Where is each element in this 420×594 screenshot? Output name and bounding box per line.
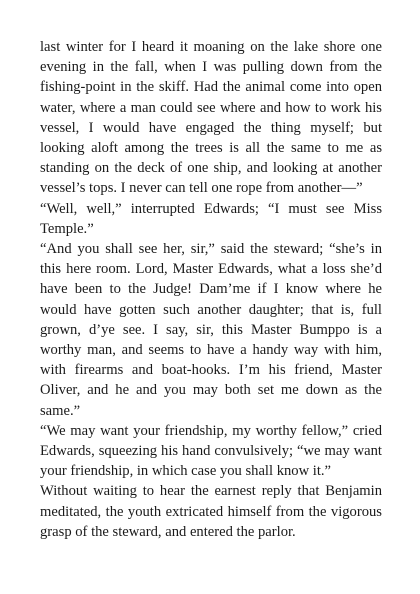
paragraph-continuation: last winter for I heard it moaning on the lake shore one evening in the fall, when I was pulling down from the fishing-point in the skiff. Had the animal come into open water, where a man could see where and how to work his vessel, I would have engaged the thing myself; but looking aloft among the trees is all the same to me as standing on the deck of one ship, and looking at another vessel’s tops. I never can tell one rope from another—” [40, 39, 382, 197]
paragraph-edwards-interrupts: “Well, well,” interrupted Edwards; “I must see Miss Temple.” [40, 200, 382, 237]
paragraph-steward-reply: “And you shall see her, sir,” said the steward; “she’s in this here room. Lord, Master Edwards, what a loss she’d have been to the Judge! Dam’me if I know where he would have gotten such another daughter; that is, full grown, d’ye see. I say, sir, this Master Bumppo is a worthy man, and seems to have a handy way with him, with firearms and boat-hooks. I’m his friend, Master Oliver, and he and you may both set me down as the same.” [40, 241, 382, 419]
book-page-text [40, 37, 382, 542]
paragraph-youth-enters-parlor: Without waiting to hear the earnest reply that Benjamin meditated, the youth extricated himself from the vigorous grasp of the steward, and entered the parlor. [40, 483, 382, 540]
paragraph-edwards-friendship: “We may want your friendship, my worthy fellow,” cried Edwards, squeezing his hand convulsively; “we may want your friendship, in which case you shall know it.” [40, 422, 382, 480]
